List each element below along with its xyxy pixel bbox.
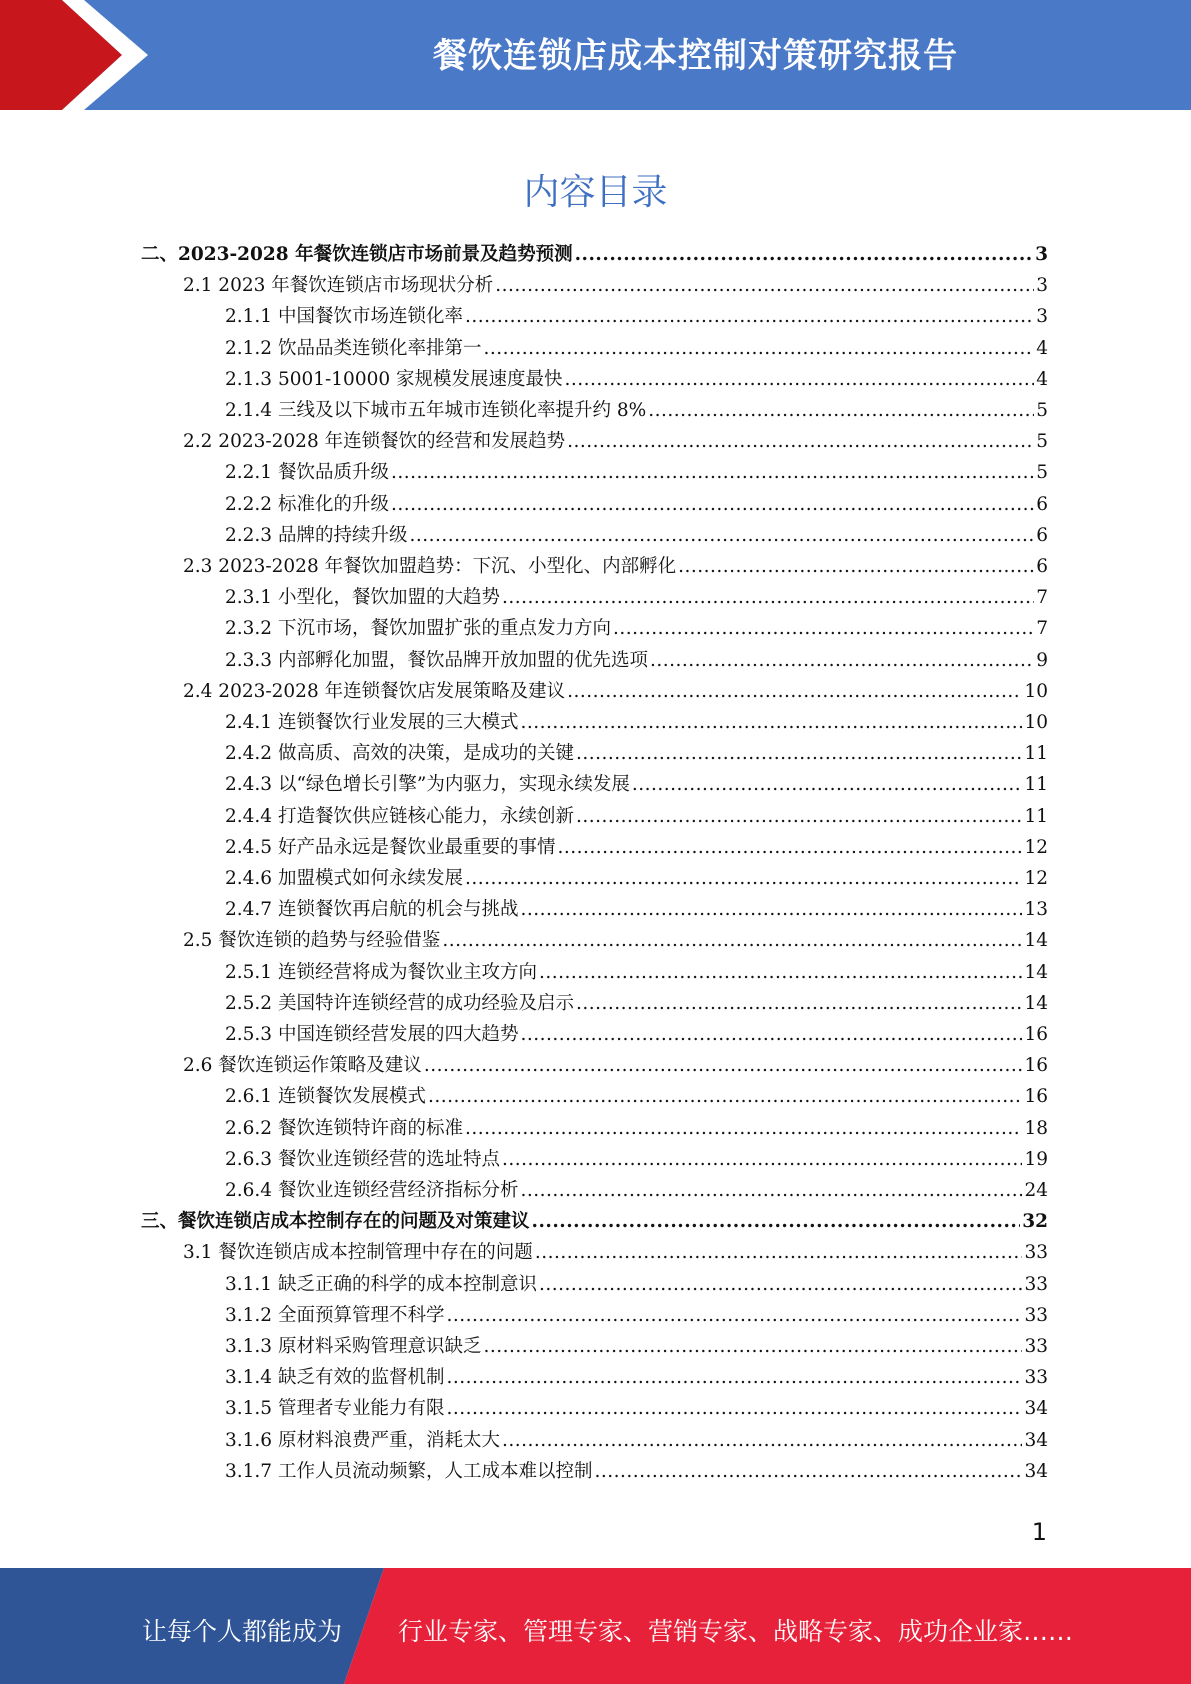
toc-entry[interactable] — [225, 334, 1048, 365]
toc-entry-title: 2.3.3 内部孵化加盟，餐饮品牌开放加盟的优先选项 — [225, 649, 648, 671]
toc-entry-page: 24 — [1024, 1180, 1048, 1201]
toc-entry-title: 2.1.3 5001-10000 家规模发展速度最快 — [225, 368, 563, 390]
toc-dot-leader — [483, 1336, 1022, 1357]
toc-entry-title: 3.1.4 缺乏有效的监督机制 — [225, 1367, 445, 1389]
toc-entry-title: 2.3.2 下沉市场，餐饮加盟扩张的重点发力方向 — [225, 618, 611, 640]
toc-entry-page: 11 — [1024, 743, 1048, 765]
toc-entry-page: 34 — [1024, 1398, 1048, 1420]
toc-entry-page: 33 — [1024, 1336, 1048, 1357]
toc-entry[interactable] — [225, 864, 1048, 895]
toc-entry-title: 3.1.7 工作人员流动频繁，人工成本难以控制 — [225, 1460, 593, 1482]
toc-entry-page: 16 — [1024, 1086, 1048, 1108]
toc-entry-title: 2.2 2023-2028 年连锁餐饮的经营和发展趋势 — [183, 431, 566, 453]
toc-entry-title: 2.4.1 连锁餐饮行业发展的三大模式 — [225, 712, 519, 733]
toc-entry-page: 6 — [1036, 524, 1048, 546]
toc-entry-title: 2.5 餐饮连锁的趋势与经验借鉴 — [183, 930, 441, 952]
toc-entry-page: 7 — [1036, 587, 1048, 609]
toc-entry[interactable] — [225, 365, 1048, 396]
toc-entry[interactable] — [225, 1301, 1048, 1332]
toc-entry-page: 5 — [1036, 400, 1048, 421]
toc-dot-leader — [442, 930, 1022, 951]
toc-entry[interactable] — [225, 1082, 1048, 1113]
toc-entry[interactable] — [183, 1051, 1048, 1082]
toc-entry[interactable] — [225, 708, 1048, 739]
toc-dot-leader — [539, 1274, 1022, 1295]
toc-entry[interactable] — [225, 521, 1048, 552]
toc-entry-title: 2.1 2023 年餐饮连锁店市场现状分析 — [183, 275, 494, 297]
toc-entry-title: 2.4 2023-2028 年连锁餐饮店发展策略及建议 — [183, 680, 566, 702]
toc-dot-leader — [465, 306, 1034, 327]
toc-entry-page: 6 — [1036, 556, 1048, 577]
toc-entry-title: 2.4.3 以“绿色增长引擎”为内驱力，实现永续发展 — [225, 774, 630, 796]
toc-dot-leader — [594, 1461, 1022, 1482]
toc-dot-leader — [678, 556, 1034, 577]
toc-dot-leader — [567, 681, 1022, 702]
toc-entry-page: 33 — [1024, 1242, 1048, 1264]
toc-entry[interactable] — [183, 271, 1048, 302]
toc-heading: 内容目录 — [523, 172, 668, 213]
toc-entry-title: 2.6 餐饮连锁运作策略及建议 — [183, 1055, 422, 1077]
toc-entry-page: 33 — [1024, 1304, 1048, 1326]
toc-entry-page: 14 — [1024, 961, 1048, 983]
toc-entry-title: 2.1.2 饮品品类连锁化率排第一 — [225, 337, 482, 359]
toc-entry-title: 2.4.5 好产品永远是餐饮业最重要的事情 — [225, 836, 556, 858]
toc-entry[interactable] — [225, 1145, 1048, 1176]
toc-entry-page: 16 — [1024, 1024, 1048, 1045]
toc-entry[interactable] — [183, 926, 1048, 957]
toc-entry-page: 18 — [1024, 1117, 1048, 1139]
footer-slogan-left: 让每个人都能成为 — [142, 1617, 343, 1646]
toc-entry-title: 2.5.2 美国特许连锁经营的成功经验及启示 — [225, 992, 574, 1014]
toc-entry-page: 7 — [1036, 618, 1048, 640]
toc-dot-leader — [391, 462, 1034, 483]
toc-dot-leader — [613, 618, 1034, 639]
toc-entry[interactable] — [225, 490, 1048, 521]
toc-entry[interactable] — [225, 802, 1048, 833]
toc-entry-page: 12 — [1024, 868, 1048, 889]
toc-dot-leader — [520, 1180, 1022, 1201]
toc-entry[interactable] — [183, 552, 1048, 583]
toc-entry-title: 2.4.6 加盟模式如何永续发展 — [225, 868, 463, 889]
toc-entry-page: 10 — [1024, 680, 1048, 702]
toc-entry-page: 3 — [1036, 306, 1048, 328]
toc-entry[interactable] — [225, 302, 1048, 333]
toc-entry-title: 2.5.3 中国连锁经营发展的四大趋势 — [225, 1024, 519, 1045]
page-number: 1 — [1031, 1518, 1047, 1546]
footer-slogan-right: 行业专家、管理专家、营销专家、战略专家、成功企业家…… — [398, 1617, 1074, 1646]
toc-entry[interactable] — [225, 958, 1048, 989]
toc-entry-page: 11 — [1024, 805, 1048, 827]
toc-entry-page: 6 — [1036, 493, 1048, 515]
toc-entry[interactable] — [225, 989, 1048, 1020]
toc-dot-leader — [446, 1305, 1022, 1326]
toc-entry-page: 34 — [1024, 1429, 1048, 1451]
toc-dot-leader — [520, 899, 1022, 920]
toc-dot-leader — [446, 1367, 1022, 1388]
toc-entry-title: 2.1.1 中国餐饮市场连锁化率 — [225, 306, 463, 328]
page-header-banner — [0, 0, 1191, 110]
toc-dot-leader — [502, 587, 1034, 608]
toc-entry-title: 2.4.2 做高质、高效的决策，是成功的关键 — [225, 743, 574, 765]
toc-entry-page: 14 — [1024, 930, 1048, 952]
toc-dot-leader — [567, 431, 1034, 452]
toc-entry[interactable] — [225, 895, 1048, 926]
toc-dot-leader — [409, 525, 1034, 546]
toc-dot-leader — [565, 369, 1035, 390]
toc-entry-page: 32 — [1022, 1211, 1048, 1233]
toc-entry-page: 11 — [1024, 774, 1048, 796]
toc-dot-leader — [465, 868, 1022, 889]
toc-entry-page: 33 — [1024, 1367, 1048, 1389]
toc-entry-title: 2.2.1 餐饮品质升级 — [225, 462, 389, 484]
toc-entry[interactable] — [225, 1270, 1048, 1301]
toc-dot-leader — [446, 1398, 1022, 1419]
toc-entry-page: 3 — [1036, 275, 1048, 297]
toc-dot-leader — [576, 993, 1022, 1014]
toc-entry-title: 3.1.6 原材料浪费严重，消耗太大 — [225, 1429, 500, 1451]
toc-entry[interactable] — [225, 646, 1048, 677]
toc-entry-page: 5 — [1036, 431, 1048, 453]
toc-entry[interactable] — [225, 739, 1048, 770]
toc-entry-title: 2.4.4 打造餐饮供应链核心能力，永续创新 — [225, 805, 574, 827]
toc-entry[interactable] — [225, 1426, 1048, 1457]
toc-dot-leader — [520, 1024, 1022, 1045]
toc-dot-leader — [502, 1430, 1022, 1451]
toc-dot-leader — [391, 494, 1034, 515]
toc-dot-leader — [576, 743, 1022, 764]
toc-entry-title: 2.3 2023-2028 年餐饮加盟趋势：下沉、小型化、内部孵化 — [183, 556, 677, 577]
toc-dot-leader — [483, 338, 1034, 359]
toc-dot-leader — [424, 1055, 1023, 1076]
toc-entry-title: 2.1.4 三线及以下城市五年城市连锁化率提升约 8% — [225, 400, 647, 421]
toc-dot-leader — [576, 806, 1022, 827]
toc-dot-leader — [539, 962, 1022, 983]
toc-entry-page: 34 — [1024, 1460, 1048, 1482]
toc-entry[interactable] — [183, 1238, 1048, 1269]
toc-entry[interactable] — [225, 1394, 1048, 1425]
toc-entry-page: 10 — [1024, 712, 1048, 733]
toc-entry[interactable] — [141, 240, 1048, 271]
toc-entry[interactable] — [225, 1176, 1048, 1207]
toc-entry-title: 2.6.3 餐饮业连锁经营的选址特点 — [225, 1148, 500, 1170]
toc-entry[interactable] — [225, 1332, 1048, 1363]
toc-entry[interactable] — [225, 1114, 1048, 1145]
page-footer-banner — [0, 1568, 1191, 1684]
toc-entry[interactable] — [183, 427, 1048, 458]
toc-entry-title: 二、2023-2028 年餐饮连锁店市场前景及趋势预测 — [141, 244, 573, 265]
toc-entry[interactable] — [225, 614, 1048, 645]
toc-entry-title: 2.3.1 小型化，餐饮加盟的大趋势 — [225, 587, 500, 609]
toc-dot-leader — [495, 275, 1034, 296]
toc-entry[interactable] — [141, 1207, 1048, 1238]
toc-entry-page: 33 — [1024, 1273, 1048, 1295]
toc-entry[interactable] — [183, 677, 1048, 708]
toc-entry-title: 3.1.1 缺乏正确的科学的成本控制意识 — [225, 1273, 537, 1295]
toc-entry-title: 三、餐饮连锁店成本控制存在的问题及对策建议 — [141, 1211, 530, 1233]
toc-dot-leader — [428, 1086, 1022, 1107]
toc-entry-title: 2.6.2 餐饮连锁特许商的标准 — [225, 1117, 463, 1139]
toc-entry-page: 5 — [1036, 462, 1048, 484]
toc-entry-page: 12 — [1024, 836, 1048, 858]
toc-entry-title: 2.2.2 标准化的升级 — [225, 493, 389, 515]
toc-entry[interactable] — [225, 1457, 1048, 1488]
toc-entry-title: 2.5.1 连锁经营将成为餐饮业主攻方向 — [225, 961, 537, 983]
toc-entry-title: 3.1.2 全面预算管理不科学 — [225, 1304, 445, 1326]
toc-dot-leader — [532, 1211, 1021, 1232]
toc-entry-page: 4 — [1036, 337, 1048, 359]
toc-entry-page: 3 — [1035, 244, 1048, 265]
toc-dot-leader — [520, 712, 1022, 733]
toc-entry-title: 2.2.3 品牌的持续升级 — [225, 524, 408, 546]
toc-entry[interactable] — [225, 458, 1048, 489]
toc-entry-title: 3.1 餐饮连锁店成本控制管理中存在的问题 — [183, 1242, 533, 1264]
toc-dot-leader — [575, 244, 1034, 265]
toc-entry-page: 14 — [1024, 992, 1048, 1014]
header-title: 餐饮连锁店成本控制对策研究报告 — [433, 36, 958, 76]
toc-entry[interactable] — [225, 770, 1048, 801]
toc-dot-leader — [502, 1149, 1022, 1170]
toc-entry[interactable] — [225, 833, 1048, 864]
toc-entry-page: 19 — [1024, 1148, 1048, 1170]
toc-dot-leader — [650, 650, 1034, 671]
toc-dot-leader — [632, 774, 1023, 795]
toc-entry-title: 2.6.1 连锁餐饮发展模式 — [225, 1086, 426, 1108]
toc-entry-page: 9 — [1036, 649, 1048, 671]
toc-entry[interactable] — [225, 1020, 1048, 1051]
toc-dot-leader — [465, 1118, 1022, 1139]
toc-entry-title: 3.1.5 管理者专业能力有限 — [225, 1398, 445, 1420]
toc-entry[interactable] — [225, 1363, 1048, 1394]
toc-entry[interactable] — [225, 583, 1048, 614]
toc-entry-title: 2.6.4 餐饮业连锁经营经济指标分析 — [225, 1180, 519, 1201]
toc-entry-page: 4 — [1036, 368, 1048, 390]
toc-entry-title: 3.1.3 原材料采购管理意识缺乏 — [225, 1336, 482, 1357]
toc-entry-page: 16 — [1024, 1055, 1048, 1077]
toc-entry-title: 2.4.7 连锁餐饮再启航的机会与挑战 — [225, 899, 519, 921]
toc-dot-leader — [557, 837, 1022, 858]
toc-dot-leader — [535, 1242, 1023, 1263]
toc-entry[interactable] — [225, 396, 1048, 427]
toc-dot-leader — [648, 400, 1034, 421]
toc-entry-page: 13 — [1024, 899, 1048, 921]
